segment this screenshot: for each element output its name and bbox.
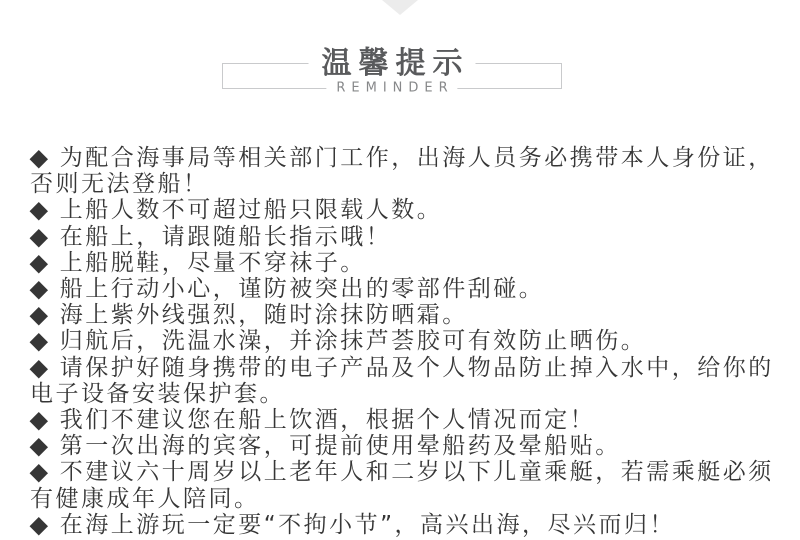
tip-text: 船上行动小心，谨防被突出的零部件刮碰。 bbox=[59, 276, 545, 303]
tip-line bbox=[30, 459, 778, 485]
tip-line bbox=[30, 197, 778, 223]
tip-text: 海上紫外线强烈，随时涂抹防晒霜。 bbox=[59, 302, 468, 329]
diamond-bullet-icon: ◆ bbox=[29, 301, 49, 329]
tip-line bbox=[30, 381, 778, 407]
tip-text: 上船脱鞋，尽量不穿袜子。 bbox=[59, 249, 366, 276]
tip-line bbox=[30, 224, 778, 250]
tip-text: 不建议六十周岁以上老年人和二岁以下儿童乘艇，若需乘艇必须 bbox=[59, 459, 774, 486]
tip-item bbox=[30, 224, 778, 250]
diamond-bullet-icon: ◆ bbox=[29, 222, 49, 251]
tip-line bbox=[30, 486, 778, 512]
diamond-bullet-icon: ◆ bbox=[29, 196, 49, 225]
diamond-bullet-icon: ◆ bbox=[29, 432, 49, 460]
tip-line bbox=[30, 145, 778, 171]
tips-list bbox=[30, 145, 778, 538]
page-subtitle: REMINDER bbox=[326, 81, 457, 96]
title-frame bbox=[222, 46, 562, 96]
tip-line bbox=[30, 250, 778, 276]
tip-item bbox=[30, 197, 778, 223]
tip-text: 请保护好随身携带的电子产品及个人物品防止掉入水中，给你的 bbox=[59, 354, 774, 381]
tip-line bbox=[30, 433, 778, 459]
tip-line bbox=[30, 355, 778, 381]
tip-item bbox=[30, 512, 778, 538]
tip-line bbox=[30, 328, 778, 354]
page-title: 温馨提示 bbox=[309, 46, 476, 82]
tip-text: 为配合海事局等相关部门工作，出海人员务必携带本人身份证， bbox=[59, 145, 774, 171]
tip-item bbox=[30, 459, 778, 511]
tip-item bbox=[30, 328, 778, 354]
tip-text: 我们不建议您在船上饮酒，根据个人情况而定！ bbox=[59, 407, 596, 434]
tip-text: 有健康成年人陪同。 bbox=[30, 485, 260, 512]
tip-line bbox=[30, 171, 778, 197]
tip-item bbox=[30, 276, 778, 302]
diamond-bullet-icon: ◆ bbox=[29, 458, 49, 487]
tip-line bbox=[30, 302, 778, 328]
diamond-bullet-icon: ◆ bbox=[29, 275, 49, 303]
top-arrow-marker-icon bbox=[382, 0, 418, 15]
diamond-bullet-icon: ◆ bbox=[29, 249, 49, 277]
diamond-bullet-icon: ◆ bbox=[29, 327, 49, 356]
diamond-bullet-icon: ◆ bbox=[29, 353, 49, 382]
tip-text: 第一次出海的宾客，可提前使用晕船药及晕船贴。 bbox=[59, 433, 621, 460]
tip-line bbox=[30, 407, 778, 433]
tip-item bbox=[30, 407, 778, 433]
tip-item bbox=[30, 433, 778, 459]
tip-item bbox=[30, 355, 778, 407]
tip-item bbox=[30, 145, 778, 197]
tip-text: 归航后，洗温水澡，并涂抹芦荟胶可有效防止晒伤。 bbox=[59, 328, 647, 355]
diamond-bullet-icon: ◆ bbox=[29, 511, 49, 539]
tip-text: 上船人数不可超过船只限载人数。 bbox=[59, 197, 443, 224]
tip-text: 否则无法登船！ bbox=[30, 171, 209, 198]
tip-text: 电子设备安装保护套。 bbox=[30, 380, 285, 407]
tip-line bbox=[30, 512, 778, 538]
tip-text: 在海上游玩一定要“不拘小节”，高兴出海，尽兴而归！ bbox=[59, 511, 676, 538]
diamond-bullet-icon: ◆ bbox=[29, 406, 49, 434]
tip-item bbox=[30, 250, 778, 276]
tip-item bbox=[30, 302, 778, 328]
tip-line bbox=[30, 276, 778, 302]
tip-text: 在船上，请跟随船长指示哦！ bbox=[59, 223, 392, 250]
diamond-bullet-icon: ◆ bbox=[29, 144, 49, 172]
